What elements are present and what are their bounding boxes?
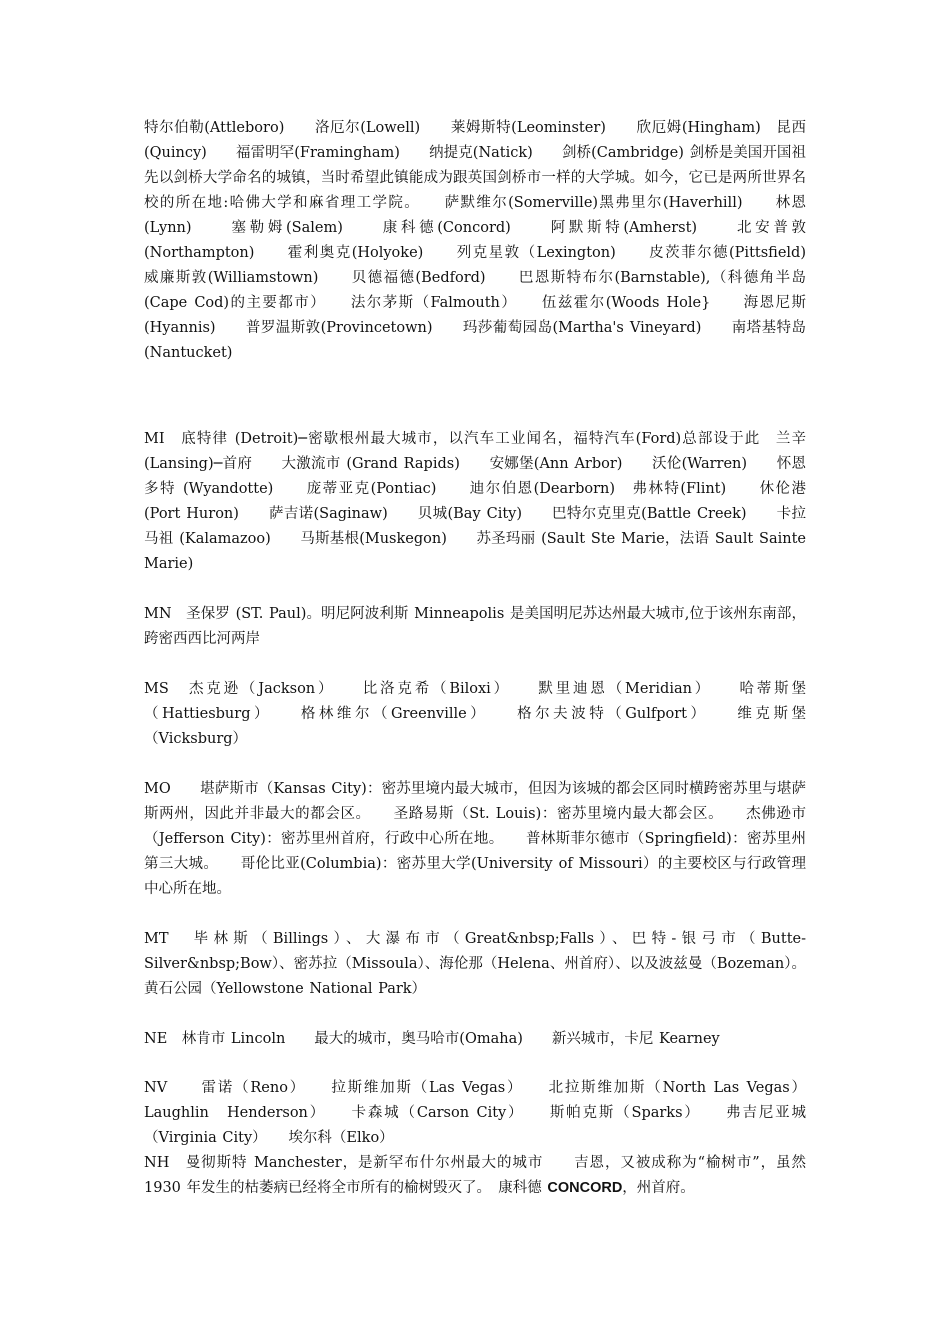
paragraph-nebraska-cities: NE 林肯市 Lincoln 最大的城市，奥马哈市(Omaha) 新兴城市，卡尼 Kearney xyxy=(144,1031,720,1047)
paragraph-missouri-cities: MO 堪萨斯市（Kansas City)：密苏里境内最大城市，但因为该城的都会区同时横跨密苏里与堪萨斯两州，因此并非最大的都会区。 圣路易斯（St. Louis)：密苏里境内最大都会区。 杰佛逊市（Jefferson City)：密苏里州首府，行政中心所在地。 普林斯菲尔德市（Springfield)：密苏里州第三大城。 哥伦比亚(Columbia)：密苏里大学(University of Missouri）的主要校区与行政管理中心所在地。 xyxy=(144,781,806,897)
paragraph-mississippi-cities: MS 杰克逊（Jackson） 比洛克希（Biloxi） 默里迪恩（Meridian） 哈蒂斯堡（Hattiesburg） 格林维尔（Greenville） 格尔夫波特（Gulfport） 维克斯堡（Vicksburg） xyxy=(144,681,806,747)
nh-text: NH 曼彻斯特 Manchester，是新罕布什尔州最大的城市 吉恩，又被成称为“榆树市”，虽然 1930 年发生的枯萎病已经将全市所有的榆树毁灭了。 康科德 xyxy=(144,1155,806,1196)
paragraph-massachusetts-cities: 特尔伯勒(Attleboro) 洛厄尔(Lowell) 莱姆斯特(Leominster) 欣厄姆(Hingham) 昆西(Quincy) 福雷明罕(Framingham) 纳提克(Natick) 剑桥(Cambridge) 剑桥是美国开国祖先以剑桥大学命名的城镇，当时希望此镇能成为跟英国剑桥市一样的大学城。如今，它已是两所世界名校的所在地:哈佛大学和麻省理工学院。 萨默维尔(Somerville)黑弗里尔(Haverhill) 林恩(Lynn) 塞勒姆(Salem) 康科德(Concord) 阿默斯特(Amherst) 北安普敦(Northampton) 霍利奥克(Holyoke) 列克星敦（Lexington) 皮茨菲尔德(Pittsfield) 威廉斯敦(Williamstown) 贝德福德(Bedford) 巴恩斯特布尔(Barnstable),（科德角半岛(Cape Cod)的主要都市） 法尔茅斯（Falmouth） 伍兹霍尔(Woods Hole} 海恩尼斯(Hyannis) 普罗温斯敦(Provincetown) 玛莎葡萄园岛(Martha's Vineyard) 南塔基特岛(Nantucket) xyxy=(144,120,835,361)
paragraph-montana-cities: MT 毕林斯（Billings）、大瀑布市（Great&nbsp;Falls）、巴特-银弓市（Butte-Silver&nbsp;Bow）、密苏拉（Missoula）、海伦那（Helena、州首府）、以及波兹曼（Bozeman）。黄石公园（Yellowstone National Park） xyxy=(144,931,806,997)
paragraph-new-hampshire-cities xyxy=(144,1151,806,1201)
concord-bold-text: CONCORD xyxy=(547,1180,623,1196)
nh-text-tail: ，州首府。 xyxy=(622,1180,695,1196)
paragraph-michigan-cities: MI 底特律 (Detroit)─密歇根州最大城市，以汽车工业闻名，福特汽车(Ford)总部设于此 兰辛 (Lansing)─首府 大激流市 (Grand Rapids) 安娜堡(Ann Arbor) 沃伦(Warren) 怀恩多特 (Wyandotte) 庞蒂亚克(Pontiac) 迪尔伯恩(Dearborn) 弗林特(Flint) 休伦港 (Port Huron) 萨吉诺(Saginaw) 贝城(Bay City) 巴特尔克里克(Battle Creek) 卡拉马祖 (Kalamazoo) 马斯基根(Muskegon) 苏圣玛丽 (Sault Ste Marie，法语 Sault Sainte Marie) xyxy=(144,431,806,572)
paragraph-minnesota-cities: MN 圣保罗 (ST. Paul)。明尼阿波利斯 Minneapolis 是美国明尼苏达州最大城市,位于该州东南部，跨密西西比河两岸 xyxy=(144,606,806,647)
paragraph-nevada-cities: NV 雷诺（Reno） 拉斯维加斯（Las Vegas） 北拉斯维加斯（North Las Vegas）Laughlin Henderson） 卡森城（Carson City） 斯帕克斯（Sparks） 弗吉尼亚城（Virginia City） 埃尔科（Elko） xyxy=(144,1080,806,1146)
